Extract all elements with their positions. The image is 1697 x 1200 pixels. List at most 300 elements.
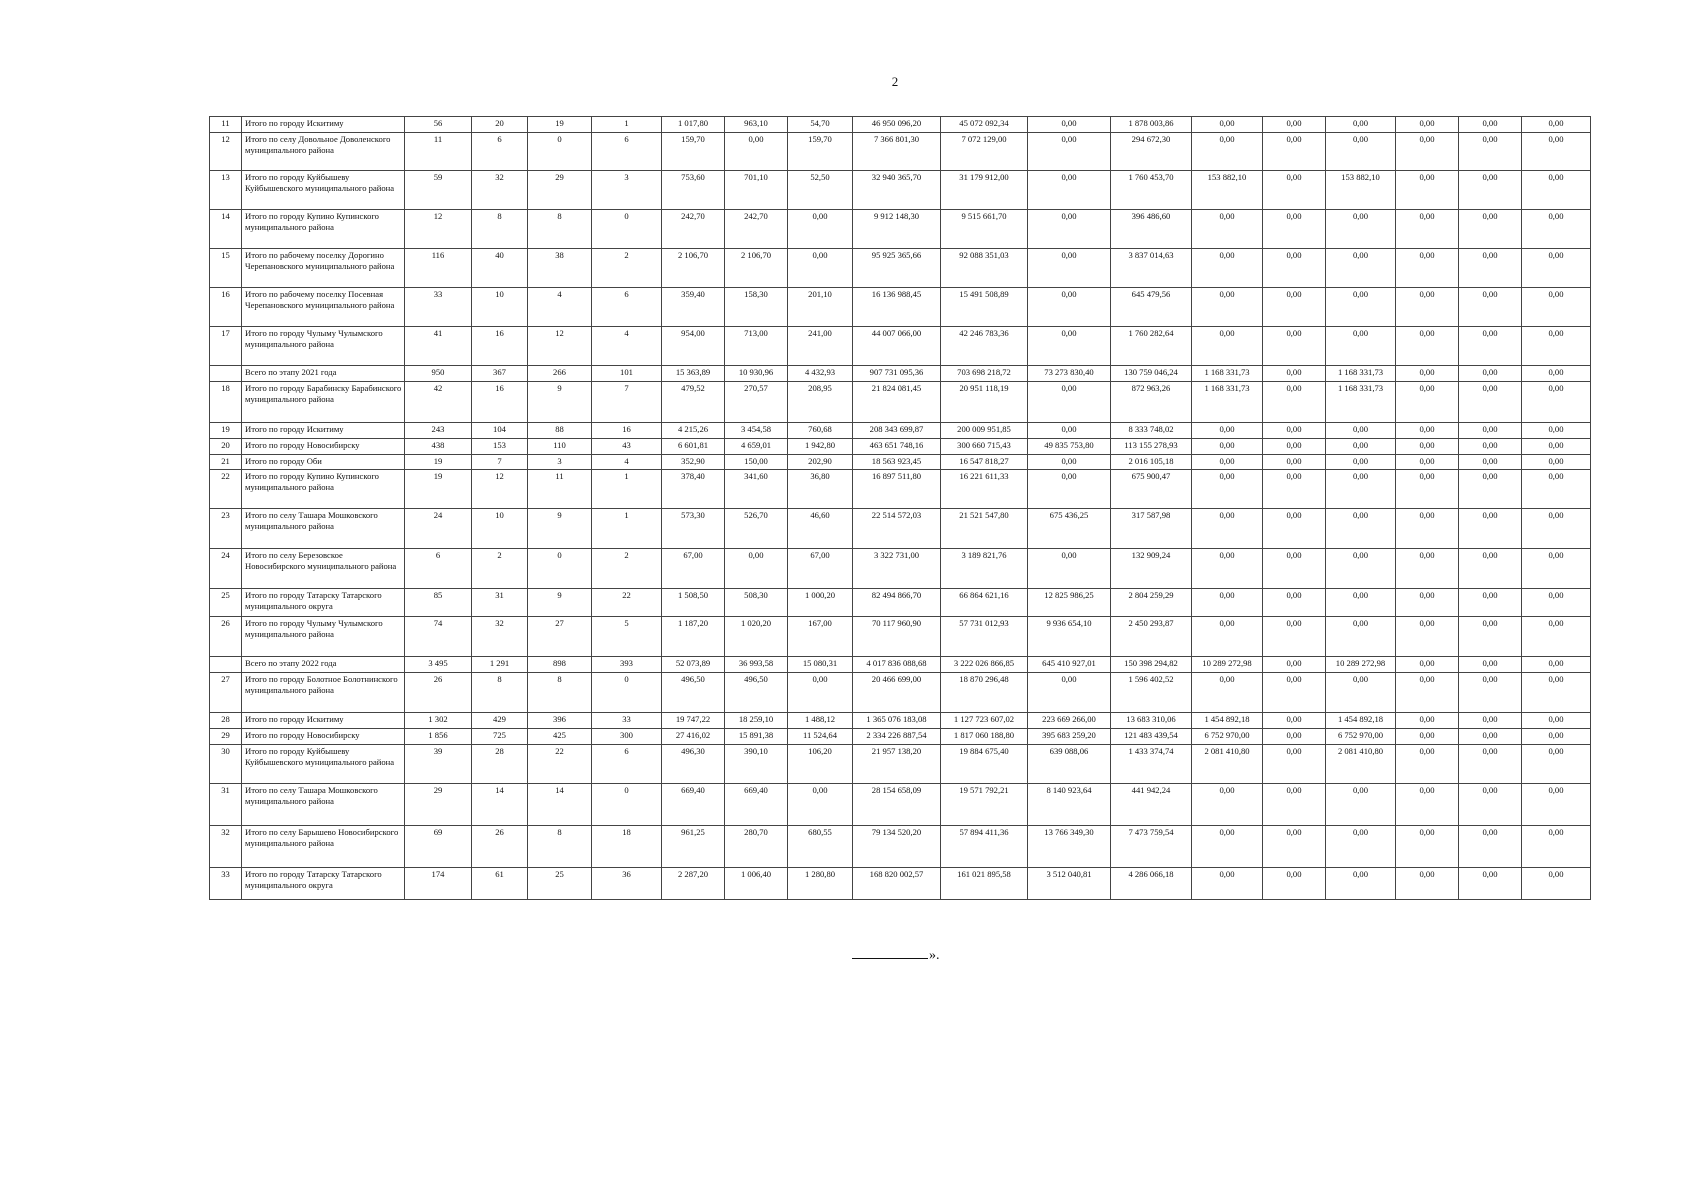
cell-col-4: 153 [472,439,528,455]
cell-col-14: 0,00 [1192,249,1263,288]
cell-col-3: 85 [405,589,472,617]
cell-col-14: 0,00 [1192,826,1263,868]
row-number: 19 [210,423,242,439]
cell-col-19: 0,00 [1522,455,1591,470]
cell-col-15: 0,00 [1263,288,1326,327]
cell-col-18: 0,00 [1459,171,1522,210]
row-number: 15 [210,249,242,288]
cell-col-4: 40 [472,249,528,288]
cell-col-9: 201,10 [788,288,853,327]
cell-col-14: 0,00 [1192,327,1263,366]
cell-col-4: 7 [472,455,528,470]
cell-col-4: 1 291 [472,657,528,673]
cell-col-19: 0,00 [1522,423,1591,439]
cell-col-5: 22 [528,745,592,784]
row-name: Всего по этапу 2022 года [242,657,405,673]
cell-col-7: 15 363,89 [662,366,725,382]
cell-col-4: 32 [472,171,528,210]
table-row [210,549,1591,589]
cell-col-8: 2 106,70 [725,249,788,288]
cell-col-3: 243 [405,423,472,439]
cell-col-12: 0,00 [1028,673,1111,713]
cell-col-14: 0,00 [1192,210,1263,249]
cell-col-10: 21 824 081,45 [853,382,941,423]
cell-col-3: 1 856 [405,729,472,745]
cell-col-13: 1 760 282,64 [1111,327,1192,366]
cell-col-18: 0,00 [1459,210,1522,249]
cell-col-7: 159,70 [662,133,725,171]
cell-col-9: 1 000,20 [788,589,853,617]
cell-col-19: 0,00 [1522,470,1591,509]
cell-col-4: 367 [472,366,528,382]
cell-col-3: 69 [405,826,472,868]
closing-quote: ». [929,948,940,963]
cell-col-13: 1 433 374,74 [1111,745,1192,784]
cell-col-10: 20 466 699,00 [853,673,941,713]
cell-col-10: 2 334 226 887,54 [853,729,941,745]
cell-col-4: 20 [472,117,528,133]
row-number: 24 [210,549,242,589]
cell-col-13: 7 473 759,54 [1111,826,1192,868]
cell-col-7: 669,40 [662,784,725,826]
cell-col-16: 2 081 410,80 [1326,745,1396,784]
cell-col-6: 2 [592,549,662,589]
cell-col-7: 2 287,20 [662,868,725,900]
row-name: Итого по городу Новосибирску [242,439,405,455]
cell-col-11: 7 072 129,00 [941,133,1028,171]
cell-col-18: 0,00 [1459,327,1522,366]
cell-col-3: 24 [405,509,472,549]
cell-col-13: 396 486,60 [1111,210,1192,249]
cell-col-3: 42 [405,382,472,423]
cell-col-15: 0,00 [1263,868,1326,900]
cell-col-4: 12 [472,470,528,509]
cell-col-12: 675 436,25 [1028,509,1111,549]
cell-col-9: 0,00 [788,673,853,713]
cell-col-7: 2 106,70 [662,249,725,288]
row-name: Итого по городу Чулыму Чулымского муниципального района [242,617,405,657]
row-number [210,366,242,382]
cell-col-10: 208 343 699,87 [853,423,941,439]
cell-col-9: 0,00 [788,784,853,826]
table-row [210,210,1591,249]
cell-col-15: 0,00 [1263,470,1326,509]
cell-col-4: 26 [472,826,528,868]
cell-col-19: 0,00 [1522,745,1591,784]
table-row [210,382,1591,423]
cell-col-7: 496,30 [662,745,725,784]
cell-col-8: 496,50 [725,673,788,713]
cell-col-3: 56 [405,117,472,133]
cell-col-12: 49 835 753,80 [1028,439,1111,455]
table-row [210,826,1591,868]
cell-col-17: 0,00 [1396,826,1459,868]
row-number: 31 [210,784,242,826]
cell-col-8: 669,40 [725,784,788,826]
row-number: 17 [210,327,242,366]
cell-col-10: 168 820 002,57 [853,868,941,900]
cell-col-15: 0,00 [1263,509,1326,549]
row-name: Итого по городу Купино Купинского муниципального района [242,470,405,509]
cell-col-12: 639 088,06 [1028,745,1111,784]
cell-col-18: 0,00 [1459,745,1522,784]
cell-col-18: 0,00 [1459,470,1522,509]
cell-col-9: 760,68 [788,423,853,439]
cell-col-11: 21 521 547,80 [941,509,1028,549]
cell-col-5: 266 [528,366,592,382]
cell-col-11: 3 222 026 866,85 [941,657,1028,673]
cell-col-13: 1 878 003,86 [1111,117,1192,133]
row-number: 29 [210,729,242,745]
cell-col-19: 0,00 [1522,133,1591,171]
cell-col-12: 0,00 [1028,382,1111,423]
cell-col-9: 46,60 [788,509,853,549]
cell-col-16: 0,00 [1326,133,1396,171]
row-name: Итого по городу Новосибирску [242,729,405,745]
cell-col-5: 396 [528,713,592,729]
cell-col-10: 95 925 365,66 [853,249,941,288]
cell-col-5: 9 [528,382,592,423]
cell-col-6: 6 [592,133,662,171]
cell-col-19: 0,00 [1522,589,1591,617]
cell-col-13: 1 596 402,52 [1111,673,1192,713]
cell-col-13: 130 759 046,24 [1111,366,1192,382]
cell-col-15: 0,00 [1263,455,1326,470]
table-row [210,327,1591,366]
cell-col-10: 70 117 960,90 [853,617,941,657]
cell-col-5: 29 [528,171,592,210]
cell-col-9: 241,00 [788,327,853,366]
cell-col-7: 52 073,89 [662,657,725,673]
cell-col-18: 0,00 [1459,366,1522,382]
cell-col-15: 0,00 [1263,729,1326,745]
cell-col-5: 9 [528,509,592,549]
cell-col-19: 0,00 [1522,249,1591,288]
table-row [210,745,1591,784]
row-name: Итого по селу Барышево Новосибирского муниципального района [242,826,405,868]
cell-col-14: 0,00 [1192,288,1263,327]
row-name: Итого по селу Березовское Новосибирского муниципального района [242,549,405,589]
cell-col-8: 526,70 [725,509,788,549]
cell-col-17: 0,00 [1396,509,1459,549]
cell-col-10: 22 514 572,03 [853,509,941,549]
cell-col-16: 6 752 970,00 [1326,729,1396,745]
cell-col-4: 16 [472,327,528,366]
cell-col-9: 15 080,31 [788,657,853,673]
cell-col-18: 0,00 [1459,826,1522,868]
cell-col-17: 0,00 [1396,382,1459,423]
cell-col-15: 0,00 [1263,657,1326,673]
cell-col-12: 3 512 040,81 [1028,868,1111,900]
cell-col-9: 1 280,80 [788,868,853,900]
cell-col-14: 0,00 [1192,509,1263,549]
cell-col-6: 3 [592,171,662,210]
cell-col-12: 0,00 [1028,210,1111,249]
cell-col-19: 0,00 [1522,713,1591,729]
cell-col-10: 21 957 138,20 [853,745,941,784]
cell-col-14: 0,00 [1192,439,1263,455]
cell-col-6: 43 [592,439,662,455]
cell-col-13: 13 683 310,06 [1111,713,1192,729]
row-number: 11 [210,117,242,133]
cell-col-4: 32 [472,617,528,657]
cell-col-11: 57 731 012,93 [941,617,1028,657]
cell-col-8: 280,70 [725,826,788,868]
cell-col-13: 872 963,26 [1111,382,1192,423]
cell-col-6: 36 [592,868,662,900]
cell-col-6: 1 [592,470,662,509]
cell-col-17: 0,00 [1396,171,1459,210]
cell-col-10: 1 365 076 183,08 [853,713,941,729]
cell-col-11: 19 884 675,40 [941,745,1028,784]
cell-col-6: 1 [592,509,662,549]
cell-col-4: 2 [472,549,528,589]
row-number: 21 [210,455,242,470]
cell-col-14: 1 168 331,73 [1192,382,1263,423]
cell-col-7: 27 416,02 [662,729,725,745]
cell-col-10: 46 950 096,20 [853,117,941,133]
cell-col-5: 19 [528,117,592,133]
cell-col-3: 950 [405,366,472,382]
cell-col-7: 1 187,20 [662,617,725,657]
cell-col-5: 88 [528,423,592,439]
cell-col-10: 82 494 866,70 [853,589,941,617]
cell-col-3: 6 [405,549,472,589]
cell-col-12: 9 936 654,10 [1028,617,1111,657]
cell-col-8: 508,30 [725,589,788,617]
table-row [210,617,1591,657]
cell-col-9: 167,00 [788,617,853,657]
cell-col-15: 0,00 [1263,117,1326,133]
cell-col-10: 9 912 148,30 [853,210,941,249]
row-name: Итого по городу Болотное Болотнинского муниципального района [242,673,405,713]
table-row [210,117,1591,133]
cell-col-17: 0,00 [1396,657,1459,673]
cell-col-18: 0,00 [1459,288,1522,327]
cell-col-7: 4 215,26 [662,423,725,439]
cell-col-19: 0,00 [1522,439,1591,455]
cell-col-5: 9 [528,589,592,617]
cell-col-9: 54,70 [788,117,853,133]
row-name: Итого по рабочему поселку Посевная Черепановского муниципального района [242,288,405,327]
cell-col-14: 0,00 [1192,423,1263,439]
cell-col-5: 8 [528,673,592,713]
cell-col-8: 36 993,58 [725,657,788,673]
row-name: Итого по селу Довольное Доволенского муниципального района [242,133,405,171]
cell-col-4: 31 [472,589,528,617]
cell-col-5: 898 [528,657,592,673]
cell-col-18: 0,00 [1459,117,1522,133]
cell-col-11: 45 072 092,34 [941,117,1028,133]
cell-col-10: 28 154 658,09 [853,784,941,826]
row-name: Итого по городу Купино Купинского муниципального района [242,210,405,249]
cell-col-16: 153 882,10 [1326,171,1396,210]
cell-col-10: 463 651 748,16 [853,439,941,455]
cell-col-15: 0,00 [1263,745,1326,784]
cell-col-19: 0,00 [1522,784,1591,826]
cell-col-7: 352,90 [662,455,725,470]
cell-col-6: 0 [592,210,662,249]
cell-col-3: 116 [405,249,472,288]
cell-col-13: 2 016 105,18 [1111,455,1192,470]
cell-col-5: 8 [528,210,592,249]
row-number: 25 [210,589,242,617]
table-row [210,673,1591,713]
cell-col-16: 0,00 [1326,470,1396,509]
cell-col-19: 0,00 [1522,509,1591,549]
cell-col-14: 0,00 [1192,455,1263,470]
cell-col-9: 11 524,64 [788,729,853,745]
cell-col-14: 0,00 [1192,133,1263,171]
cell-col-16: 0,00 [1326,210,1396,249]
cell-col-8: 701,10 [725,171,788,210]
cell-col-17: 0,00 [1396,210,1459,249]
cell-col-16: 1 454 892,18 [1326,713,1396,729]
cell-col-4: 16 [472,382,528,423]
cell-col-11: 42 246 783,36 [941,327,1028,366]
table-row [210,868,1591,900]
cell-col-11: 16 221 611,33 [941,470,1028,509]
cell-col-14: 10 289 272,98 [1192,657,1263,673]
cell-col-16: 0,00 [1326,249,1396,288]
row-number: 18 [210,382,242,423]
row-number: 32 [210,826,242,868]
cell-col-5: 12 [528,327,592,366]
table-row [210,509,1591,549]
cell-col-7: 1 508,50 [662,589,725,617]
table-row [210,423,1591,439]
cell-col-14: 0,00 [1192,673,1263,713]
cell-col-15: 0,00 [1263,171,1326,210]
cell-col-3: 33 [405,288,472,327]
cell-col-13: 4 286 066,18 [1111,868,1192,900]
cell-col-10: 44 007 066,00 [853,327,941,366]
cell-col-19: 0,00 [1522,288,1591,327]
cell-col-11: 57 894 411,36 [941,826,1028,868]
cell-col-19: 0,00 [1522,729,1591,745]
cell-col-8: 150,00 [725,455,788,470]
cell-col-5: 8 [528,826,592,868]
cell-col-5: 4 [528,288,592,327]
cell-col-10: 7 366 801,30 [853,133,941,171]
cell-col-8: 963,10 [725,117,788,133]
row-name: Итого по городу Чулыму Чулымского муниципального района [242,327,405,366]
cell-col-10: 16 897 511,80 [853,470,941,509]
cell-col-16: 0,00 [1326,549,1396,589]
table-row [210,589,1591,617]
cell-col-5: 110 [528,439,592,455]
cell-col-16: 0,00 [1326,617,1396,657]
cell-col-16: 0,00 [1326,288,1396,327]
cell-col-6: 18 [592,826,662,868]
cell-col-17: 0,00 [1396,439,1459,455]
cell-col-6: 7 [592,382,662,423]
cell-col-10: 16 136 988,45 [853,288,941,327]
cell-col-10: 32 940 365,70 [853,171,941,210]
cell-col-16: 0,00 [1326,423,1396,439]
cell-col-4: 28 [472,745,528,784]
cell-col-14: 0,00 [1192,617,1263,657]
cell-col-7: 242,70 [662,210,725,249]
cell-col-3: 19 [405,470,472,509]
cell-col-11: 1 127 723 607,02 [941,713,1028,729]
cell-col-9: 159,70 [788,133,853,171]
cell-col-11: 200 009 951,85 [941,423,1028,439]
cell-col-18: 0,00 [1459,549,1522,589]
cell-col-10: 907 731 095,36 [853,366,941,382]
cell-col-8: 0,00 [725,549,788,589]
cell-col-18: 0,00 [1459,784,1522,826]
cell-col-10: 4 017 836 088,68 [853,657,941,673]
cell-col-16: 0,00 [1326,673,1396,713]
cell-col-19: 0,00 [1522,617,1591,657]
cell-col-4: 8 [472,673,528,713]
cell-col-12: 0,00 [1028,117,1111,133]
cell-col-17: 0,00 [1396,455,1459,470]
cell-col-17: 0,00 [1396,249,1459,288]
cell-col-11: 92 088 351,03 [941,249,1028,288]
cell-col-11: 18 870 296,48 [941,673,1028,713]
row-number: 12 [210,133,242,171]
cell-col-5: 27 [528,617,592,657]
cell-col-3: 29 [405,784,472,826]
row-name: Итого по городу Барабинску Барабинского муниципального района [242,382,405,423]
cell-col-13: 317 587,98 [1111,509,1192,549]
cell-col-6: 4 [592,455,662,470]
cell-col-11: 66 864 621,16 [941,589,1028,617]
cell-col-8: 15 891,38 [725,729,788,745]
cell-col-4: 14 [472,784,528,826]
cell-col-3: 41 [405,327,472,366]
cell-col-17: 0,00 [1396,288,1459,327]
table-row [210,455,1591,470]
row-number [210,657,242,673]
cell-col-3: 39 [405,745,472,784]
cell-col-16: 0,00 [1326,439,1396,455]
cell-col-14: 0,00 [1192,470,1263,509]
cell-col-11: 31 179 912,00 [941,171,1028,210]
cell-col-14: 0,00 [1192,589,1263,617]
data-table [209,116,1591,900]
cell-col-13: 121 483 439,54 [1111,729,1192,745]
row-name: Всего по этапу 2021 года [242,366,405,382]
cell-col-9: 1 488,12 [788,713,853,729]
cell-col-15: 0,00 [1263,617,1326,657]
cell-col-17: 0,00 [1396,784,1459,826]
cell-col-7: 954,00 [662,327,725,366]
cell-col-18: 0,00 [1459,439,1522,455]
signature-line [852,957,928,959]
cell-col-13: 2 450 293,87 [1111,617,1192,657]
cell-col-14: 0,00 [1192,117,1263,133]
table-row [210,470,1591,509]
cell-col-5: 0 [528,549,592,589]
cell-col-4: 104 [472,423,528,439]
cell-col-18: 0,00 [1459,673,1522,713]
cell-col-13: 294 672,30 [1111,133,1192,171]
cell-col-7: 1 017,80 [662,117,725,133]
cell-col-13: 113 155 278,93 [1111,439,1192,455]
row-name: Итого по городу Татарску Татарского муниципального округа [242,868,405,900]
row-name: Итого по городу Искитиму [242,117,405,133]
cell-col-13: 8 333 748,02 [1111,423,1192,439]
cell-col-15: 0,00 [1263,249,1326,288]
cell-col-17: 0,00 [1396,327,1459,366]
page-number: 2 [891,74,899,89]
cell-col-9: 36,80 [788,470,853,509]
row-number: 26 [210,617,242,657]
cell-col-13: 132 909,24 [1111,549,1192,589]
